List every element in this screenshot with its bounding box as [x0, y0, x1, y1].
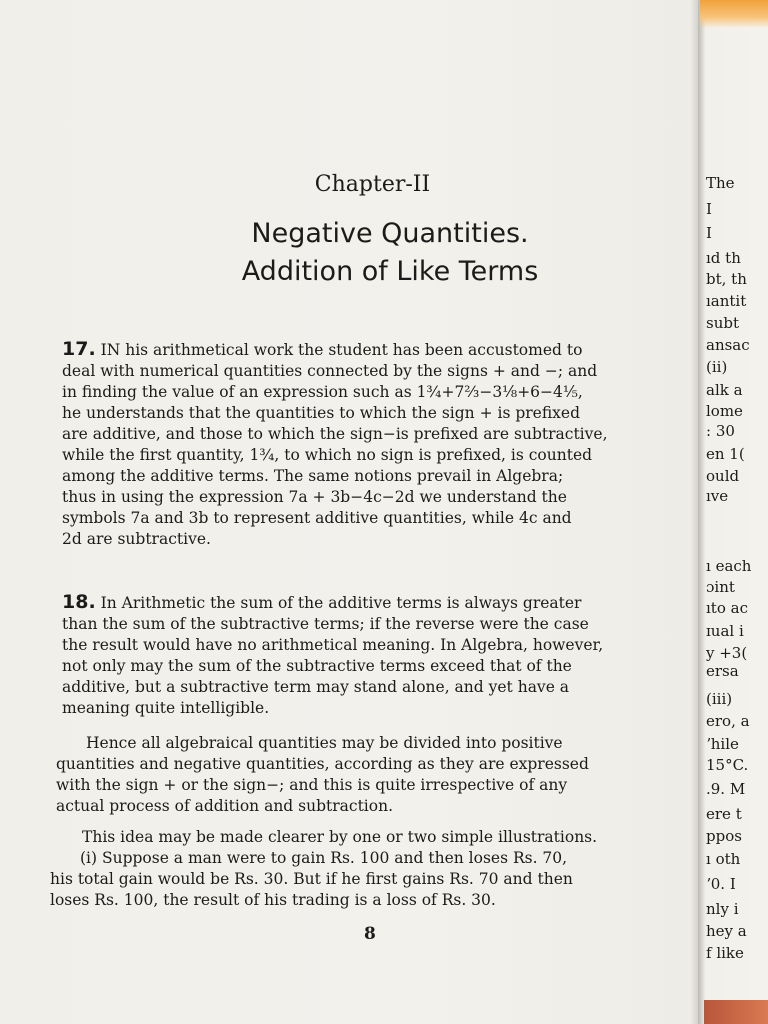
- facing-page-fragment: ppos: [706, 827, 742, 845]
- paragraph-line: 2d are subtractive.: [62, 530, 211, 548]
- paragraph-number: 17.: [62, 338, 96, 360]
- chapter-title-line-2: Addition of Like Terms: [241, 256, 539, 287]
- page-number: 8: [364, 924, 376, 944]
- facing-page-fragment: ansac: [706, 336, 750, 354]
- paragraph-18: [62, 592, 702, 719]
- paragraph-line: than the sum of the subtractive terms; if the reverse were the case: [62, 615, 589, 633]
- right-page-edge: [698, 0, 768, 1024]
- facing-page-fragment: ʼ0. I: [706, 875, 736, 893]
- facing-page-fragment: y +3(: [706, 644, 748, 662]
- page-edge-color-top: [700, 0, 768, 28]
- facing-page-fragment: en 1(: [706, 445, 745, 463]
- chapter-heading: Chapter-II: [314, 172, 431, 197]
- paragraph-line: his total gain would be Rs. 30. But if he first gains Rs. 70 and then: [50, 870, 573, 888]
- paragraph-line: additive, but a subtractive term may stand alone, and yet have a: [62, 678, 570, 696]
- paragraph-line: he understands that the quantities to which the sign + is prefixed: [62, 404, 581, 422]
- paragraph-line: deal with numerical quantities connected by the signs + and −; and: [62, 362, 598, 380]
- facing-page-fragment: : 30: [706, 422, 735, 440]
- paragraph-line: This idea may be made clearer by one or two simple illustrations.: [82, 828, 598, 846]
- facing-page-fragment: ɪual i: [706, 622, 744, 640]
- paragraph-line: not only may the sum of the subtractive terms exceed that of the: [62, 657, 572, 675]
- facing-page-fragment: .9. M: [706, 780, 746, 798]
- facing-page-fragment: hey a: [706, 922, 747, 940]
- facing-page-fragment: I: [706, 200, 712, 218]
- paragraph-line: the result would have no arithmetical meaning. In Algebra, however,: [62, 636, 604, 654]
- facing-page-fragment: ɔint: [706, 578, 735, 596]
- facing-page-fragment: ıve: [706, 487, 729, 505]
- paragraph-line: with the sign + or the sign−; and this is quite irrespective of any: [56, 776, 568, 794]
- paragraph-number: 18.: [62, 591, 96, 613]
- paragraph-line: quantities and negative quantities, according as they are expressed: [56, 755, 589, 773]
- facing-page-fragment: ı oth: [706, 850, 741, 868]
- facing-page-fragment: I: [706, 224, 712, 242]
- facing-page-fragment: ero, a: [706, 712, 750, 730]
- facing-page-fragment: alk a: [706, 381, 743, 399]
- facing-page-fragment: ıd th: [706, 249, 741, 267]
- facing-page-fragment: ould: [706, 467, 740, 485]
- facing-page-fragment: ı each: [706, 557, 752, 575]
- chapter-title-line-1: Negative Quantities.: [251, 218, 529, 249]
- paragraph-line: symbols 7a and 3b to represent additive quantities, while 4c and: [62, 509, 572, 527]
- paragraph-line: meaning quite intelligible.: [62, 699, 270, 717]
- facing-page-fragment: ere t: [706, 805, 742, 823]
- facing-page-fragment: (ii): [706, 358, 728, 376]
- paragraph-line: Hence all algebraical quantities may be divided into positive: [86, 734, 563, 752]
- facing-page-fragment: subt: [706, 314, 739, 332]
- paragraph-line: are additive, and those to which the sign−is prefixed are subtractive,: [62, 425, 608, 443]
- facing-page-fragment: (iii): [706, 690, 733, 708]
- paragraph-line: thus in using the expression 7a + 3b−4c−2d we understand the: [62, 488, 567, 506]
- paragraph-line: 18. In Arithmetic the sum of the additive terms is always greater: [62, 591, 582, 613]
- facing-page-fragment: 15°C.: [706, 756, 749, 774]
- facing-page-fragment: f like: [706, 944, 744, 962]
- facing-page-fragment: ersa: [706, 662, 739, 680]
- facing-page-fragment: bt, th: [706, 270, 747, 288]
- paragraph-hence: [56, 733, 698, 817]
- paragraph-17: [62, 339, 704, 550]
- paragraph-line: among the additive terms. The same notions prevail in Algebra;: [62, 467, 564, 485]
- facing-page-fragment: nly i: [706, 900, 739, 918]
- facing-page-fragment: ıto ac: [706, 599, 748, 617]
- paragraph-line: loses Rs. 100, the result of his trading is a loss of Rs. 30.: [50, 891, 496, 909]
- paragraph-line: in finding the value of an expression such as 1¾+7⅔−3⅛+6−4⅕,: [62, 383, 583, 401]
- paragraph-illustrations: [50, 827, 698, 911]
- facing-page-fragment: lome: [706, 402, 743, 420]
- facing-page-fragment: The: [706, 174, 735, 192]
- paragraph-line: 17. IN his arithmetical work the student has been accustomed to: [62, 338, 583, 360]
- paragraph-line: actual process of addition and subtraction.: [56, 797, 393, 815]
- paragraph-line: while the first quantity, 1¾, to which no sign is prefixed, is counted: [62, 446, 593, 464]
- facing-page-fragment: ʼhile: [706, 735, 739, 753]
- page-edge-color-bottom: [704, 1000, 768, 1024]
- facing-page-fragment: ıantit: [706, 292, 747, 310]
- paragraph-line: (i) Suppose a man were to gain Rs. 100 and then loses Rs. 70,: [80, 849, 568, 867]
